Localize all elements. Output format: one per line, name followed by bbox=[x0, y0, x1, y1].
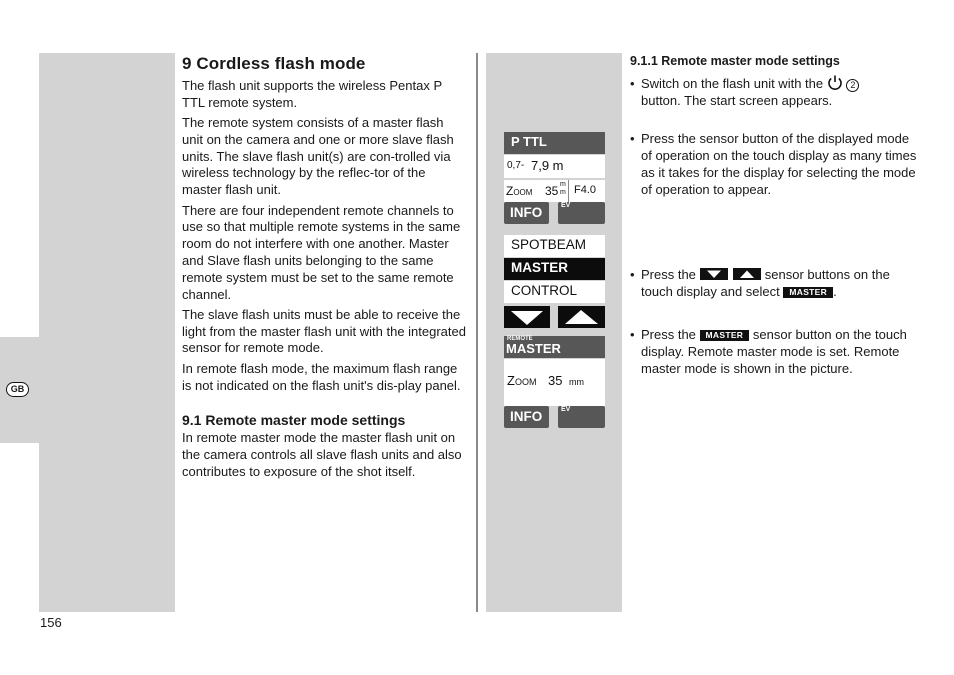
separator bbox=[568, 180, 569, 202]
range-max: 7,9 m bbox=[531, 158, 564, 173]
zoom-readout bbox=[504, 359, 605, 406]
instruction-step: • Switch on the flash unit with the 2 button. The start screen appears. bbox=[630, 75, 920, 109]
section-title: 9.1 Remote master mode settings bbox=[182, 412, 406, 429]
left-grey-band bbox=[39, 53, 175, 612]
menu-item-spotbeam[interactable]: SPOTBEAM bbox=[504, 235, 605, 257]
paragraph: The slave flash units must be able to receive the light from the master flash unit with the integrated sensor for remote mode. bbox=[182, 306, 466, 356]
ev-button[interactable]: EV bbox=[558, 406, 605, 428]
up-arrow-button[interactable] bbox=[558, 306, 605, 328]
main-text-column bbox=[182, 54, 466, 484]
ev-button[interactable]: EV bbox=[558, 202, 605, 224]
mode-button-remote-master[interactable] bbox=[504, 336, 605, 358]
start-screen-display bbox=[504, 132, 605, 225]
info-button[interactable]: INFO bbox=[504, 202, 549, 224]
subsection-title: 9.1.1 Remote master mode settings bbox=[630, 54, 840, 68]
mode-label: P TTL bbox=[511, 134, 547, 149]
instruction-step: • Press the MASTER sensor button on the touch display. Remote master mode is set. Remote master mode is shown in the picture. bbox=[630, 327, 907, 376]
instructions-column bbox=[630, 54, 920, 376]
info-button[interactable]: INFO bbox=[504, 406, 549, 428]
language-badge: GB bbox=[6, 382, 29, 397]
remote-master-display bbox=[504, 336, 605, 429]
remote-label: REMOTE bbox=[507, 336, 533, 342]
master-chip: MASTER bbox=[783, 287, 833, 298]
zoom-value: 35 bbox=[548, 373, 563, 388]
zoom-label: Zoom bbox=[506, 184, 533, 198]
paragraph: In remote master mode the master flash unit on the camera controls all slave flash units and also contributes to exposure of the shot itself. bbox=[182, 430, 462, 479]
zoom-unit: mm bbox=[569, 377, 584, 387]
master-chip: MASTER bbox=[700, 330, 750, 341]
instruction-step: • Press the sensor button of the displayed mode of operation on the touch display as many times as it takes for the display for selecting the mode of operation to appear. bbox=[630, 131, 917, 197]
menu-item-master[interactable]: MASTER bbox=[504, 258, 605, 280]
down-arrow-symbol bbox=[700, 268, 728, 280]
paragraph: The remote system consists of a master flash unit on the camera and one or more slave flash units. The slave flash unit(s) are con-trolled via wireless technology by the reflec-tor of the master flash unit. bbox=[182, 115, 454, 198]
mode-button-pttl[interactable] bbox=[504, 132, 605, 154]
chevron-up-icon bbox=[558, 306, 605, 328]
paragraph: There are four independent remote channels to use so that multiple remote systems in the same room do not interfere with one another. Master and Slave flash units belonging to the same remote system must be set to the same remote channel. bbox=[182, 202, 461, 302]
up-arrow-symbol bbox=[733, 268, 761, 280]
zoom-label: Zoom bbox=[507, 373, 537, 388]
down-arrow-button[interactable] bbox=[504, 306, 550, 328]
paragraph: In remote flash mode, the maximum flash range is not indicated on the flash unit's dis-play panel. bbox=[182, 360, 461, 393]
column-divider bbox=[476, 53, 478, 612]
chevron-down-icon bbox=[504, 306, 550, 328]
mode-label: MASTER bbox=[506, 341, 561, 356]
paragraph: The flash unit supports the wireless Pentax P TTL remote system. bbox=[182, 78, 442, 110]
zoom-unit: m m bbox=[560, 181, 566, 196]
range-min: 0,7- bbox=[507, 160, 525, 171]
range-readout bbox=[504, 155, 605, 179]
menu-item-control[interactable]: CONTROL bbox=[504, 281, 605, 303]
page-number: 156 bbox=[40, 615, 62, 630]
chevron-down-icon bbox=[700, 268, 728, 280]
callout-number: 2 bbox=[846, 79, 859, 92]
aperture-value: F4.0 bbox=[574, 184, 597, 196]
chapter-title: 9 Cordless flash mode bbox=[182, 54, 366, 73]
chevron-up-icon bbox=[733, 268, 761, 280]
power-icon bbox=[827, 75, 843, 90]
mode-selection-menu bbox=[504, 235, 605, 303]
zoom-aperture-row bbox=[504, 180, 605, 202]
zoom-value: 35 bbox=[545, 184, 559, 198]
instruction-step: • Press the sensor buttons on the touch display and select MASTER . bbox=[630, 267, 890, 299]
